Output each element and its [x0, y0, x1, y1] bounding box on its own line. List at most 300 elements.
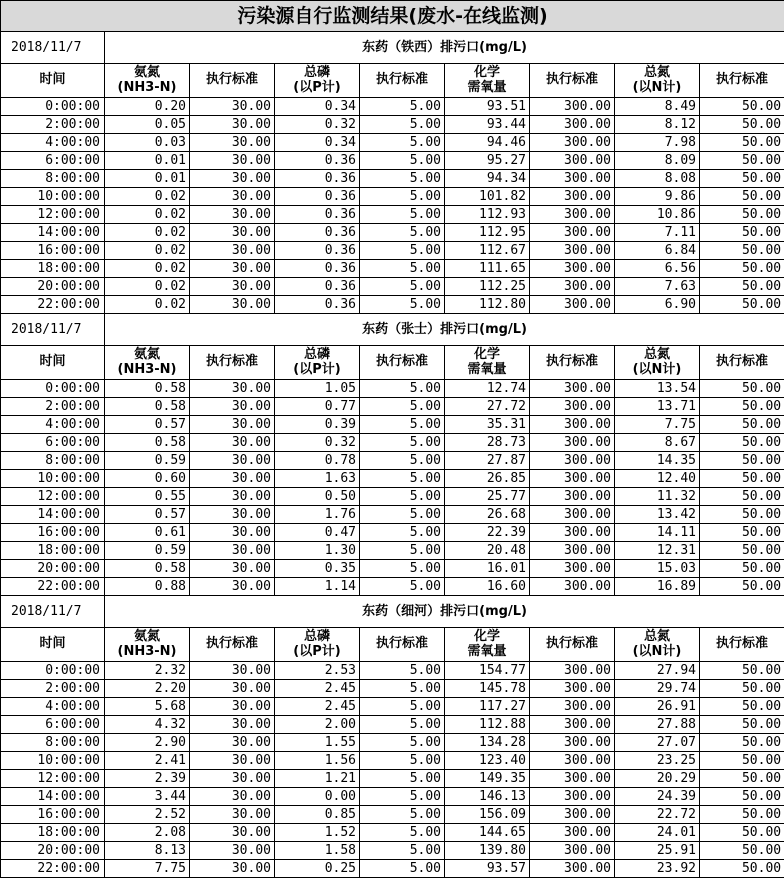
value-cell: 50.00	[700, 206, 784, 224]
value-cell: 2.32	[105, 662, 190, 680]
value-cell: 30.00	[190, 296, 275, 314]
value-cell: 2.53	[275, 662, 360, 680]
value-cell: 5.00	[360, 788, 445, 806]
value-cell: 30.00	[190, 188, 275, 206]
value-cell: 30.00	[190, 380, 275, 398]
value-cell: 5.00	[360, 416, 445, 434]
value-cell: 23.25	[615, 752, 700, 770]
value-cell: 93.57	[445, 860, 530, 878]
value-cell: 149.35	[445, 770, 530, 788]
value-cell: 30.00	[190, 524, 275, 542]
value-cell: 5.00	[360, 188, 445, 206]
value-cell: 0.50	[275, 488, 360, 506]
value-cell: 0.88	[105, 578, 190, 596]
title-row	[1, 1, 784, 32]
value-cell: 50.00	[700, 524, 784, 542]
value-cell: 50.00	[700, 134, 784, 152]
value-cell: 300.00	[530, 224, 615, 242]
value-cell: 27.07	[615, 734, 700, 752]
value-cell: 1.05	[275, 380, 360, 398]
value-cell: 12.31	[615, 542, 700, 560]
table-row	[1, 860, 784, 878]
value-cell: 50.00	[700, 716, 784, 734]
column-header: 执行标准	[190, 628, 275, 662]
value-cell: 50.00	[700, 188, 784, 206]
value-cell: 5.00	[360, 842, 445, 860]
value-cell: 5.00	[360, 452, 445, 470]
value-cell: 0.03	[105, 134, 190, 152]
time-cell: 2:00:00	[1, 398, 105, 416]
value-cell: 0.34	[275, 98, 360, 116]
value-cell: 5.00	[360, 296, 445, 314]
value-cell: 28.73	[445, 434, 530, 452]
value-cell: 50.00	[700, 578, 784, 596]
value-cell: 5.00	[360, 698, 445, 716]
value-cell: 7.63	[615, 278, 700, 296]
value-cell: 13.71	[615, 398, 700, 416]
value-cell: 0.02	[105, 188, 190, 206]
time-cell: 22:00:00	[1, 860, 105, 878]
value-cell: 300.00	[530, 860, 615, 878]
time-cell: 10:00:00	[1, 752, 105, 770]
value-cell: 27.88	[615, 716, 700, 734]
column-header: 执行标准	[700, 346, 784, 380]
value-cell: 112.93	[445, 206, 530, 224]
table-row	[1, 206, 784, 224]
value-cell: 6.56	[615, 260, 700, 278]
value-cell: 50.00	[700, 380, 784, 398]
value-cell: 12.74	[445, 380, 530, 398]
table-row	[1, 380, 784, 398]
value-cell: 50.00	[700, 452, 784, 470]
value-cell: 0.35	[275, 560, 360, 578]
table-row	[1, 734, 784, 752]
value-cell: 0.01	[105, 152, 190, 170]
column-header-row	[1, 346, 784, 380]
value-cell: 50.00	[700, 824, 784, 842]
value-cell: 94.46	[445, 134, 530, 152]
value-cell: 50.00	[700, 296, 784, 314]
column-header: 总氮 (以N计)	[615, 64, 700, 98]
value-cell: 50.00	[700, 434, 784, 452]
value-cell: 50.00	[700, 680, 784, 698]
column-header: 执行标准	[360, 628, 445, 662]
value-cell: 5.00	[360, 134, 445, 152]
value-cell: 300.00	[530, 560, 615, 578]
section-date: 2018/11/7	[1, 596, 105, 628]
value-cell: 30.00	[190, 260, 275, 278]
table-row	[1, 134, 784, 152]
column-header: 氨氮 (NH3-N)	[105, 628, 190, 662]
value-cell: 300.00	[530, 734, 615, 752]
section-header-row	[1, 314, 784, 346]
time-cell: 6:00:00	[1, 152, 105, 170]
value-cell: 30.00	[190, 824, 275, 842]
value-cell: 300.00	[530, 170, 615, 188]
value-cell: 29.74	[615, 680, 700, 698]
value-cell: 7.98	[615, 134, 700, 152]
page-title: 污染源自行监测结果(废水-在线监测)	[1, 1, 784, 32]
value-cell: 94.34	[445, 170, 530, 188]
table-row	[1, 506, 784, 524]
table-row	[1, 416, 784, 434]
value-cell: 2.90	[105, 734, 190, 752]
value-cell: 7.75	[615, 416, 700, 434]
column-header: 氨氮 (NH3-N)	[105, 346, 190, 380]
value-cell: 30.00	[190, 698, 275, 716]
value-cell: 50.00	[700, 170, 784, 188]
value-cell: 0.55	[105, 488, 190, 506]
value-cell: 5.00	[360, 488, 445, 506]
time-cell: 12:00:00	[1, 770, 105, 788]
value-cell: 0.32	[275, 434, 360, 452]
value-cell: 5.00	[360, 470, 445, 488]
section-header-row	[1, 32, 784, 64]
value-cell: 24.39	[615, 788, 700, 806]
value-cell: 101.82	[445, 188, 530, 206]
value-cell: 93.44	[445, 116, 530, 134]
table-row	[1, 698, 784, 716]
value-cell: 50.00	[700, 542, 784, 560]
value-cell: 0.02	[105, 206, 190, 224]
value-cell: 5.00	[360, 278, 445, 296]
value-cell: 30.00	[190, 152, 275, 170]
value-cell: 30.00	[190, 752, 275, 770]
value-cell: 1.76	[275, 506, 360, 524]
value-cell: 1.58	[275, 842, 360, 860]
value-cell: 300.00	[530, 98, 615, 116]
value-cell: 2.00	[275, 716, 360, 734]
value-cell: 50.00	[700, 842, 784, 860]
value-cell: 300.00	[530, 698, 615, 716]
value-cell: 5.00	[360, 734, 445, 752]
value-cell: 117.27	[445, 698, 530, 716]
value-cell: 300.00	[530, 578, 615, 596]
value-cell: 6.90	[615, 296, 700, 314]
value-cell: 111.65	[445, 260, 530, 278]
value-cell: 2.20	[105, 680, 190, 698]
column-header: 执行标准	[530, 64, 615, 98]
value-cell: 50.00	[700, 752, 784, 770]
value-cell: 300.00	[530, 452, 615, 470]
value-cell: 16.60	[445, 578, 530, 596]
value-cell: 5.00	[360, 860, 445, 878]
value-cell: 25.91	[615, 842, 700, 860]
section-date: 2018/11/7	[1, 314, 105, 346]
value-cell: 0.36	[275, 206, 360, 224]
value-cell: 6.84	[615, 242, 700, 260]
value-cell: 5.00	[360, 224, 445, 242]
value-cell: 23.92	[615, 860, 700, 878]
value-cell: 30.00	[190, 242, 275, 260]
value-cell: 300.00	[530, 716, 615, 734]
value-cell: 2.52	[105, 806, 190, 824]
value-cell: 22.39	[445, 524, 530, 542]
value-cell: 1.21	[275, 770, 360, 788]
value-cell: 24.01	[615, 824, 700, 842]
value-cell: 300.00	[530, 134, 615, 152]
table-row	[1, 260, 784, 278]
value-cell: 5.00	[360, 524, 445, 542]
column-header-row	[1, 64, 784, 98]
section-date: 2018/11/7	[1, 32, 105, 64]
value-cell: 13.54	[615, 380, 700, 398]
section-title: 东药（铁西）排污口(mg/L)	[105, 32, 784, 64]
time-cell: 0:00:00	[1, 662, 105, 680]
value-cell: 4.32	[105, 716, 190, 734]
value-cell: 8.12	[615, 116, 700, 134]
column-header: 化学 需氧量	[445, 346, 530, 380]
value-cell: 50.00	[700, 788, 784, 806]
table-row	[1, 788, 784, 806]
value-cell: 8.67	[615, 434, 700, 452]
value-cell: 1.55	[275, 734, 360, 752]
time-cell: 4:00:00	[1, 416, 105, 434]
value-cell: 0.61	[105, 524, 190, 542]
value-cell: 0.36	[275, 242, 360, 260]
value-cell: 2.39	[105, 770, 190, 788]
value-cell: 5.00	[360, 116, 445, 134]
table-row	[1, 170, 784, 188]
value-cell: 5.00	[360, 506, 445, 524]
value-cell: 0.36	[275, 278, 360, 296]
value-cell: 50.00	[700, 860, 784, 878]
value-cell: 30.00	[190, 452, 275, 470]
value-cell: 300.00	[530, 680, 615, 698]
value-cell: 0.58	[105, 434, 190, 452]
value-cell: 9.86	[615, 188, 700, 206]
value-cell: 50.00	[700, 734, 784, 752]
value-cell: 5.00	[360, 434, 445, 452]
value-cell: 1.63	[275, 470, 360, 488]
value-cell: 30.00	[190, 488, 275, 506]
value-cell: 300.00	[530, 524, 615, 542]
column-header: 总氮 (以N计)	[615, 628, 700, 662]
value-cell: 112.25	[445, 278, 530, 296]
value-cell: 14.35	[615, 452, 700, 470]
value-cell: 14.11	[615, 524, 700, 542]
value-cell: 50.00	[700, 560, 784, 578]
value-cell: 8.09	[615, 152, 700, 170]
value-cell: 5.00	[360, 152, 445, 170]
value-cell: 30.00	[190, 734, 275, 752]
value-cell: 5.00	[360, 716, 445, 734]
table-row	[1, 578, 784, 596]
value-cell: 0.05	[105, 116, 190, 134]
value-cell: 50.00	[700, 506, 784, 524]
value-cell: 5.00	[360, 806, 445, 824]
value-cell: 0.34	[275, 134, 360, 152]
value-cell: 0.36	[275, 170, 360, 188]
value-cell: 300.00	[530, 506, 615, 524]
value-cell: 16.89	[615, 578, 700, 596]
value-cell: 30.00	[190, 398, 275, 416]
value-cell: 1.56	[275, 752, 360, 770]
value-cell: 300.00	[530, 380, 615, 398]
value-cell: 11.32	[615, 488, 700, 506]
value-cell: 0.57	[105, 506, 190, 524]
time-cell: 16:00:00	[1, 806, 105, 824]
value-cell: 30.00	[190, 98, 275, 116]
value-cell: 16.01	[445, 560, 530, 578]
time-cell: 2:00:00	[1, 680, 105, 698]
value-cell: 5.00	[360, 578, 445, 596]
value-cell: 95.27	[445, 152, 530, 170]
table-row	[1, 296, 784, 314]
column-header: 执行标准	[190, 346, 275, 380]
column-header: 化学 需氧量	[445, 64, 530, 98]
value-cell: 30.00	[190, 116, 275, 134]
value-cell: 0.36	[275, 224, 360, 242]
value-cell: 300.00	[530, 260, 615, 278]
value-cell: 50.00	[700, 806, 784, 824]
time-cell: 8:00:00	[1, 452, 105, 470]
value-cell: 145.78	[445, 680, 530, 698]
value-cell: 30.00	[190, 578, 275, 596]
value-cell: 27.87	[445, 452, 530, 470]
table-row	[1, 470, 784, 488]
value-cell: 300.00	[530, 188, 615, 206]
value-cell: 156.09	[445, 806, 530, 824]
value-cell: 0.39	[275, 416, 360, 434]
value-cell: 144.65	[445, 824, 530, 842]
column-header: 时间	[1, 64, 105, 98]
value-cell: 0.00	[275, 788, 360, 806]
value-cell: 7.75	[105, 860, 190, 878]
value-cell: 0.36	[275, 260, 360, 278]
table-row	[1, 524, 784, 542]
value-cell: 3.44	[105, 788, 190, 806]
section-header-row	[1, 596, 784, 628]
value-cell: 50.00	[700, 416, 784, 434]
value-cell: 30.00	[190, 434, 275, 452]
value-cell: 300.00	[530, 752, 615, 770]
value-cell: 0.36	[275, 296, 360, 314]
value-cell: 15.03	[615, 560, 700, 578]
value-cell: 300.00	[530, 662, 615, 680]
table-row	[1, 542, 784, 560]
value-cell: 0.32	[275, 116, 360, 134]
value-cell: 5.00	[360, 542, 445, 560]
time-cell: 22:00:00	[1, 578, 105, 596]
value-cell: 0.02	[105, 296, 190, 314]
table-row	[1, 398, 784, 416]
value-cell: 22.72	[615, 806, 700, 824]
time-cell: 8:00:00	[1, 170, 105, 188]
time-cell: 8:00:00	[1, 734, 105, 752]
value-cell: 5.00	[360, 242, 445, 260]
value-cell: 10.86	[615, 206, 700, 224]
table-row	[1, 770, 784, 788]
value-cell: 30.00	[190, 170, 275, 188]
value-cell: 20.48	[445, 542, 530, 560]
table-row	[1, 98, 784, 116]
column-header: 执行标准	[360, 64, 445, 98]
table-row	[1, 662, 784, 680]
value-cell: 2.45	[275, 680, 360, 698]
value-cell: 300.00	[530, 470, 615, 488]
value-cell: 0.02	[105, 260, 190, 278]
time-cell: 16:00:00	[1, 242, 105, 260]
value-cell: 0.01	[105, 170, 190, 188]
value-cell: 300.00	[530, 488, 615, 506]
value-cell: 300.00	[530, 152, 615, 170]
value-cell: 50.00	[700, 278, 784, 296]
time-cell: 22:00:00	[1, 296, 105, 314]
column-header: 执行标准	[360, 346, 445, 380]
time-cell: 10:00:00	[1, 188, 105, 206]
value-cell: 50.00	[700, 398, 784, 416]
time-cell: 2:00:00	[1, 116, 105, 134]
time-cell: 0:00:00	[1, 98, 105, 116]
column-header: 时间	[1, 628, 105, 662]
value-cell: 12.40	[615, 470, 700, 488]
value-cell: 50.00	[700, 242, 784, 260]
column-header: 总氮 (以N计)	[615, 346, 700, 380]
table-row	[1, 242, 784, 260]
value-cell: 50.00	[700, 224, 784, 242]
column-header: 执行标准	[700, 628, 784, 662]
value-cell: 300.00	[530, 542, 615, 560]
column-header: 氨氮 (NH3-N)	[105, 64, 190, 98]
value-cell: 8.49	[615, 98, 700, 116]
table-row	[1, 716, 784, 734]
value-cell: 30.00	[190, 770, 275, 788]
value-cell: 8.13	[105, 842, 190, 860]
value-cell: 0.57	[105, 416, 190, 434]
value-cell: 5.68	[105, 698, 190, 716]
time-cell: 18:00:00	[1, 260, 105, 278]
value-cell: 0.58	[105, 560, 190, 578]
value-cell: 26.68	[445, 506, 530, 524]
value-cell: 30.00	[190, 506, 275, 524]
value-cell: 112.67	[445, 242, 530, 260]
value-cell: 0.36	[275, 188, 360, 206]
value-cell: 30.00	[190, 662, 275, 680]
value-cell: 30.00	[190, 560, 275, 578]
time-cell: 6:00:00	[1, 434, 105, 452]
column-header: 总磷 (以P计)	[275, 628, 360, 662]
table-row	[1, 488, 784, 506]
value-cell: 30.00	[190, 860, 275, 878]
value-cell: 0.59	[105, 452, 190, 470]
value-cell: 5.00	[360, 380, 445, 398]
table-row	[1, 806, 784, 824]
value-cell: 300.00	[530, 296, 615, 314]
time-cell: 16:00:00	[1, 524, 105, 542]
value-cell: 300.00	[530, 416, 615, 434]
table-row	[1, 278, 784, 296]
time-cell: 18:00:00	[1, 542, 105, 560]
value-cell: 50.00	[700, 152, 784, 170]
column-header: 时间	[1, 346, 105, 380]
column-header: 执行标准	[530, 346, 615, 380]
table-row	[1, 224, 784, 242]
time-cell: 6:00:00	[1, 716, 105, 734]
value-cell: 7.11	[615, 224, 700, 242]
table-row	[1, 434, 784, 452]
value-cell: 5.00	[360, 770, 445, 788]
value-cell: 5.00	[360, 260, 445, 278]
value-cell: 1.14	[275, 578, 360, 596]
value-cell: 50.00	[700, 698, 784, 716]
value-cell: 27.94	[615, 662, 700, 680]
value-cell: 0.85	[275, 806, 360, 824]
time-cell: 4:00:00	[1, 698, 105, 716]
value-cell: 2.41	[105, 752, 190, 770]
section-title: 东药（细河）排污口(mg/L)	[105, 596, 784, 628]
value-cell: 139.80	[445, 842, 530, 860]
